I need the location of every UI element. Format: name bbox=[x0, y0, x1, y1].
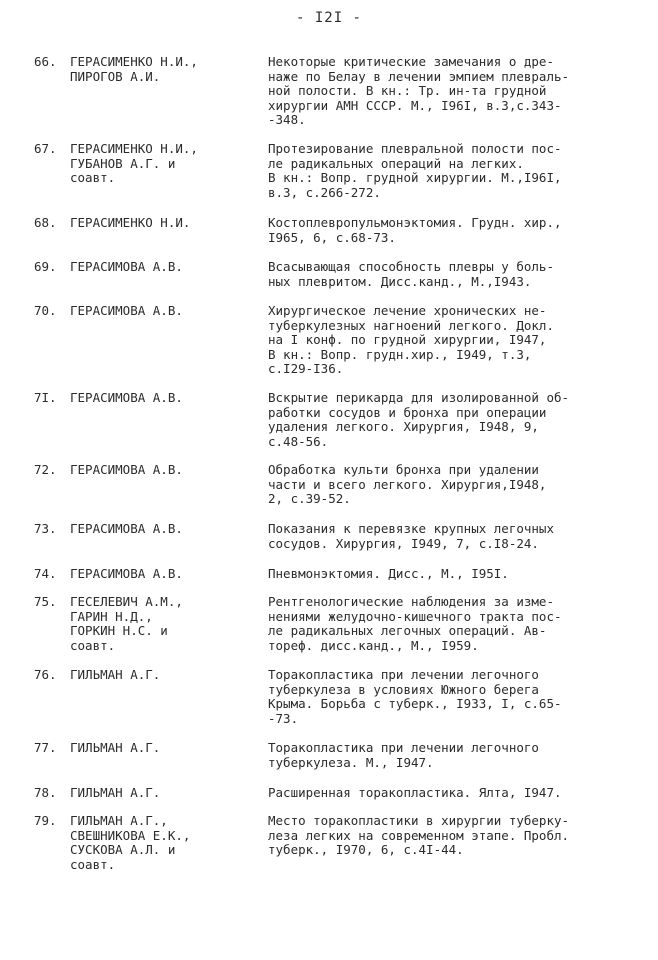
entry-number: 75. bbox=[34, 594, 57, 609]
entry-number: 78. bbox=[34, 785, 57, 800]
entry-title: Всасывающая способность плевры у боль- ных плевритом. Дисс.канд., М.,I943. bbox=[268, 259, 554, 289]
entry-title: Пневмонэктомия. Дисс., М., I95I. bbox=[268, 566, 509, 581]
entry-title: Рентгенологические наблюдения за изме- нениями желудочно-кишечного тракта пос- ле радикальных легочных операций. Ав- тореф. дисс.канд., М., I959. bbox=[268, 594, 562, 653]
entry-title: Костоплевропульмонэктомия. Грудн. хир., I965, 6, с.68-73. bbox=[268, 215, 562, 245]
entry-authors: ГИЛЬМАН А.Г. bbox=[70, 740, 161, 755]
entry-title: Вскрытие перикарда для изолированной об- работки сосудов и бронха при операции удаления легкого. Хирургия, I948, 9, с.48-56. bbox=[268, 390, 570, 449]
entry-number: 76. bbox=[34, 667, 57, 682]
entry-authors: ГЕРАСИМОВА А.В. bbox=[70, 566, 183, 581]
page-number: - I2I - bbox=[295, 10, 362, 26]
entry-number: 72. bbox=[34, 462, 57, 477]
entry-authors: ГЕРАСИМОВА А.В. bbox=[70, 259, 183, 274]
entry-number: 74. bbox=[34, 566, 57, 581]
entry-title: Протезирование плевральной полости пос- ле радикальных операций на легких. В кн.: Вопр. грудной хирургии. М.,I96I, в.3, с.266-272. bbox=[268, 141, 562, 200]
entry-title: Торакопластика при лечении легочного туберкулеза в условиях Южного берега Крыма. Борьба с туберк., I933, I, с.65- -73. bbox=[268, 667, 562, 726]
entry-title: Место торакопластики в хирургии туберку- леза легких на современном этапе. Пробл. туберк., I970, 6, с.4I-44. bbox=[268, 813, 570, 857]
entry-title: Расширенная торакопластика. Ялта, I947. bbox=[268, 785, 562, 800]
entry-authors: ГЕРАСИМОВА А.В. bbox=[70, 303, 183, 318]
entry-authors: ГИЛЬМАН А.Г., СВЕШНИКОВА Е.К., СУСКОВА А.Л. и соавт. bbox=[70, 813, 191, 872]
entry-title: Хирургическое лечение хронических не- туберкулезных нагноений легкого. Докл. на I конф. по грудной хирургии, I947, В кн.: Вопр. грудн.хир., I949, т.3, с.I29-I36. bbox=[268, 303, 554, 376]
entry-authors: ГЕРАСИМЕНКО Н.И., ПИРОГОВ А.И. bbox=[70, 54, 198, 84]
entry-number: 77. bbox=[34, 740, 57, 755]
entry-authors: ГИЛЬМАН А.Г. bbox=[70, 667, 161, 682]
entry-title: Некоторые критические замечания о дре- наже по Белау в лечении эмпием плевраль- ной полости. В кн.: Тр. ин-та грудной хирургии АМН СССР. М., I96I, в.3,с.343- -348. bbox=[268, 54, 570, 127]
entry-number: 79. bbox=[34, 813, 57, 828]
entry-number: 69. bbox=[34, 259, 57, 274]
entry-authors: ГЕРАСИМОВА А.В. bbox=[70, 462, 183, 477]
entry-number: 67. bbox=[34, 141, 57, 156]
entry-title: Показания к перевязке крупных легочных сосудов. Хирургия, I949, 7, с.I8-24. bbox=[268, 521, 554, 551]
entry-authors: ГЕСЕЛЕВИЧ А.М., ГАРИН Н.Д., ГОРКИН Н.С. и соавт. bbox=[70, 594, 183, 653]
entry-number: 66. bbox=[34, 54, 57, 69]
entry-authors: ГЕРАСИМОВА А.В. bbox=[70, 390, 183, 405]
entry-number: 70. bbox=[34, 303, 57, 318]
entry-title: Торакопластика при лечении легочного туберкулеза. М., I947. bbox=[268, 740, 539, 770]
entry-title: Обработка культи бронха при удалении части и всего легкого. Хирургия,I948, 2, с.39-52. bbox=[268, 462, 547, 506]
entry-number: 73. bbox=[34, 521, 57, 536]
entry-authors: ГИЛЬМАН А.Г. bbox=[70, 785, 161, 800]
entry-number: 7I. bbox=[34, 390, 57, 405]
entry-authors: ГЕРАСИМЕНКО Н.И., ГУБАНОВ А.Г. и соавт. bbox=[70, 141, 198, 185]
entry-authors: ГЕРАСИМЕНКО Н.И. bbox=[70, 215, 191, 230]
entry-number: 68. bbox=[34, 215, 57, 230]
entry-authors: ГЕРАСИМОВА А.В. bbox=[70, 521, 183, 536]
